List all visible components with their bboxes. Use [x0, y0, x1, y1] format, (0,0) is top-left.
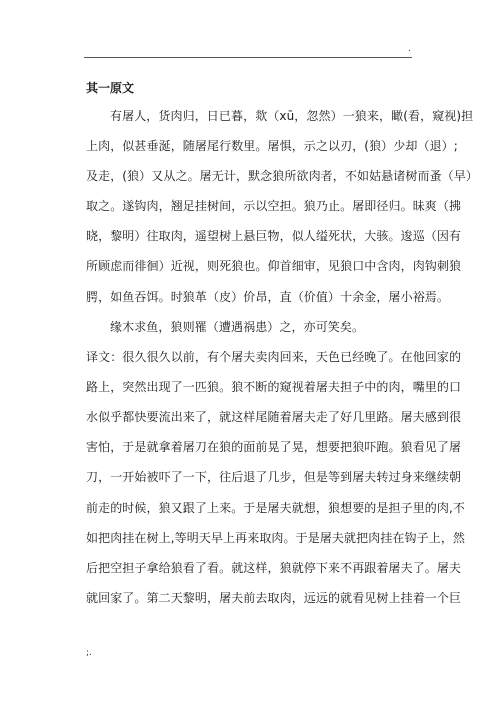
translation-line: 刀，一开始被吓了一下，往后退了几步，但是等到屠夫转过身来继续朝 [86, 470, 462, 484]
translation-line: 前走的时候，狼又跟了上来。于是屠夫就想，狼想要的是担子里的肉,不 [86, 501, 466, 515]
section-heading: 其一原文 [86, 81, 135, 95]
translation-line: 译文：很久很久以前，有个屠夫卖肉回来，天色已经晚了。在他回家的 [86, 350, 462, 364]
translation-line: 路上，突然出现了一匹狼。狼不断的窥视着屠夫担子中的肉，嘴里的口 [86, 380, 462, 394]
original-line: 所顾虑而徘徊）近视，则死狼也。仰首细审，见狼口中含肉，肉钩刺狼 [86, 259, 462, 273]
header-rule [84, 57, 412, 58]
original-line: 晓，黎明）往取肉，遥望树上悬巨物，似人缢死状，大骇。逡巡（因有 [86, 229, 462, 243]
original-line: 及走，(狼）又从之。屠无计，默念狼所欲肉者，不如姑悬诸树而蚤（早） [86, 169, 478, 183]
header-mark: . [408, 44, 411, 54]
translation-line: 如把肉挂在树上,等明天早上再来取肉。于是屠夫就把肉挂在钩子上，然 [86, 531, 466, 545]
translation-line: 水似乎都快要流出来了，就这样尾随着屠夫走了好几里路。屠夫感到很 [86, 410, 462, 424]
original-line: 取之。遂钩肉，翘足挂树间，示以空担。狼乃止。屠即径归。昧爽（拂 [86, 199, 462, 213]
original-line: 缘木求鱼，狼则罹（遭遇祸患）之，亦可笑矣。 [110, 320, 365, 334]
footer-mark: ;. [86, 648, 92, 658]
original-line: 有屠人，货肉归，日已暮，欻（xū，忽然）一狼来，瞰(看，窥视)担 [110, 109, 474, 123]
original-line: 腭，如鱼吞饵。时狼革（皮）价昂，直（价值）十余金，屠小裕焉。 [86, 290, 450, 304]
translation-line: 就回家了。第二天黎明，屠夫前去取肉，远远的就看见树上挂着一个巨 [86, 591, 462, 605]
translation-line: 害怕，于是就拿着屠刀在狼的面前晃了晃，想要把狼吓跑。狼看见了屠 [86, 440, 462, 454]
original-line: 上肉，似甚垂涎，随屠尾行数里。屠惧，示之以刃，(狼）少却（退）; [86, 139, 458, 153]
translation-line: 后把空担子拿给狼看了看。就这样，狼就停下来不再跟着屠夫了。屠夫 [86, 561, 462, 575]
